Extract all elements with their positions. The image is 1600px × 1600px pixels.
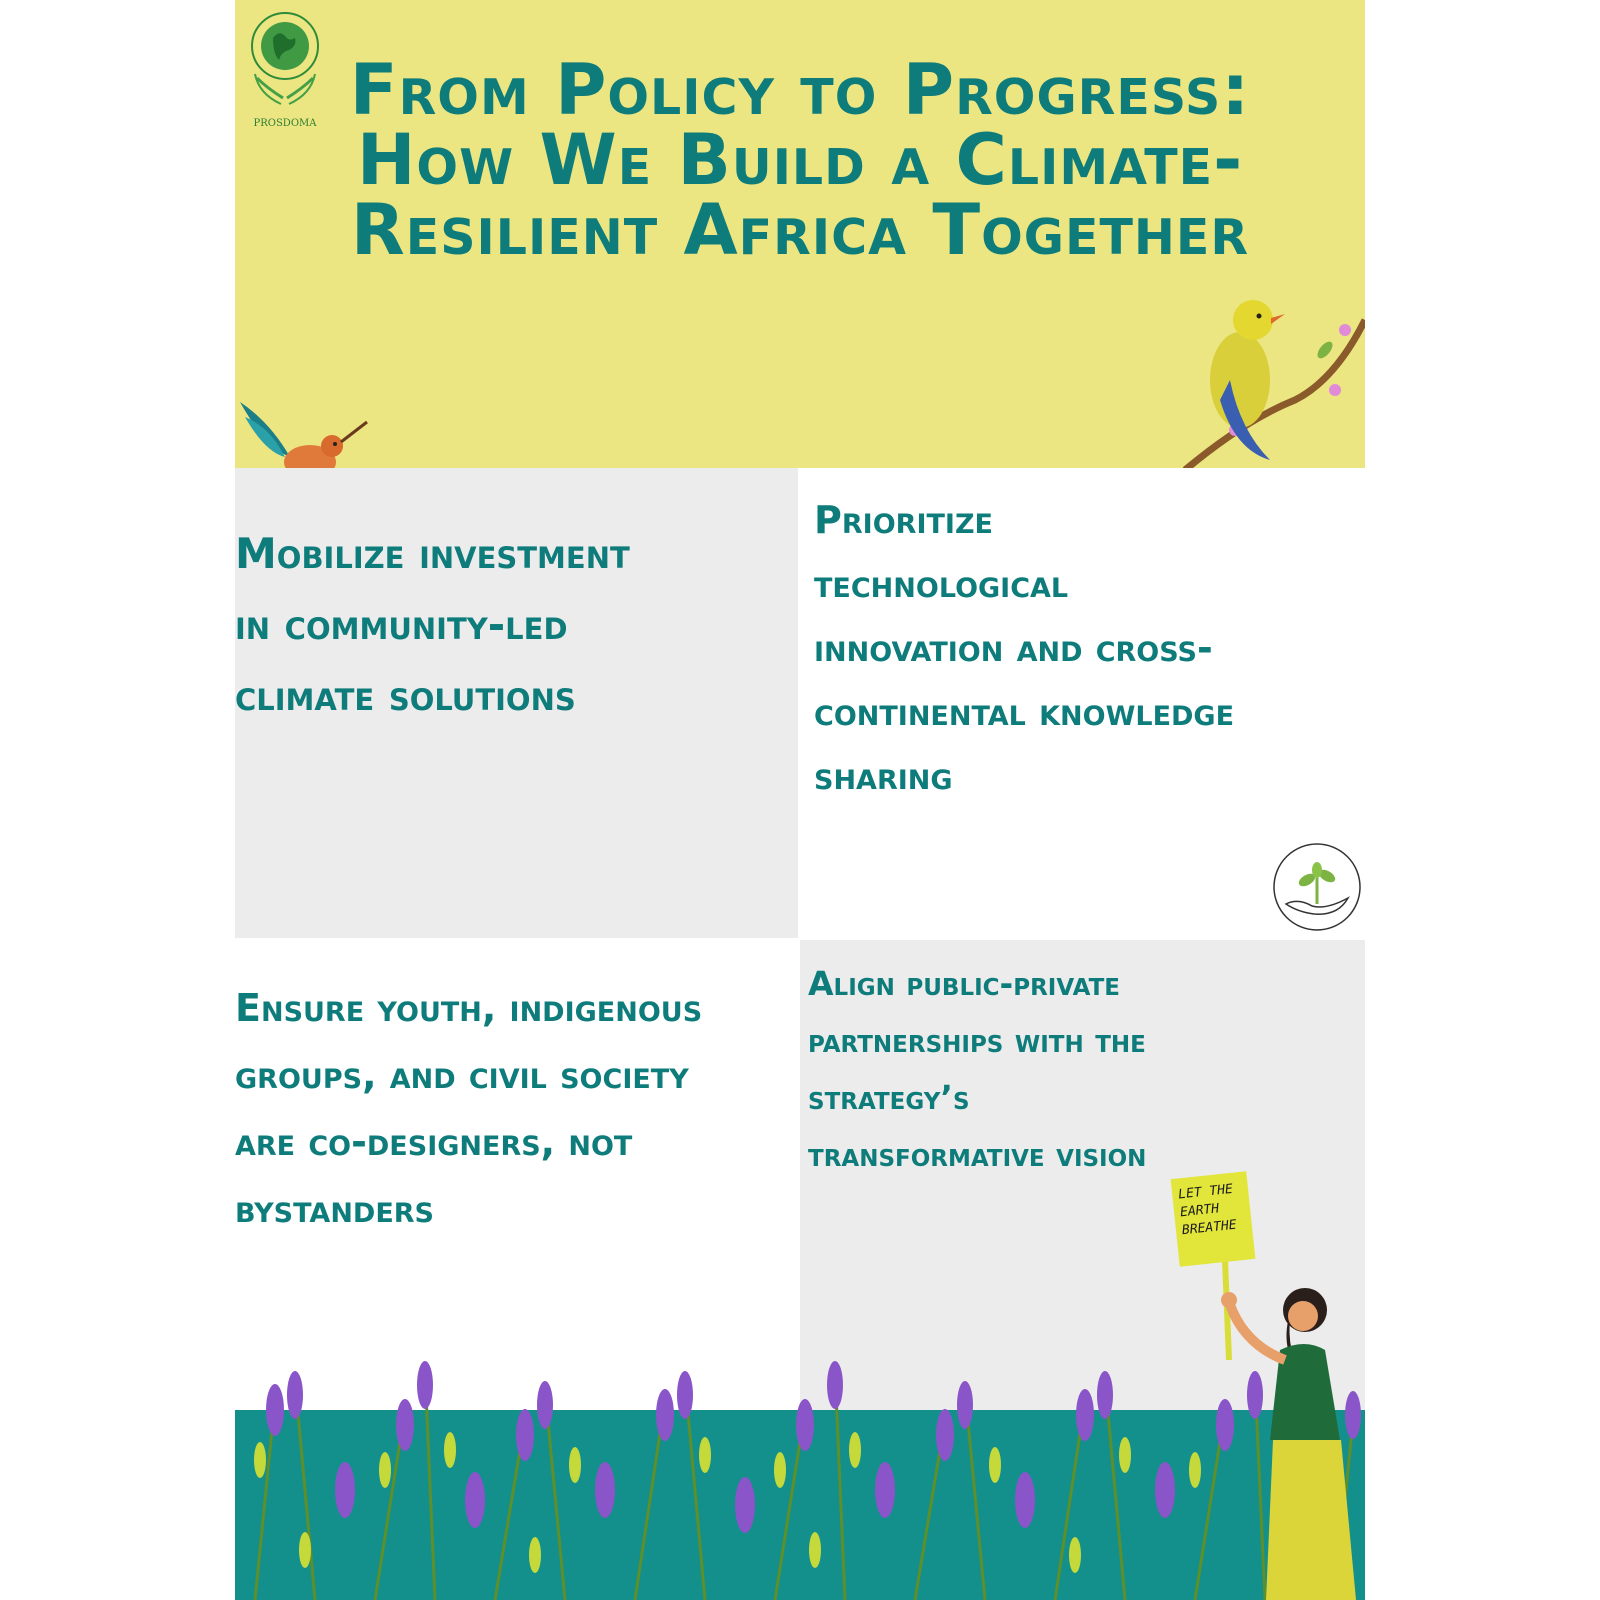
- panel-mobilize-body: obilize investment in community-led climate solutions: [235, 529, 630, 720]
- panel-align-body: lign public-private partnerships with the strategy’s transformative vision: [808, 964, 1147, 1174]
- panel-align-text: [808, 955, 1163, 1183]
- poster: [235, 0, 1365, 1600]
- panel-ensure-initial: E: [235, 986, 261, 1030]
- panel-ensure-text: [235, 975, 745, 1243]
- panel-prioritize-body: rioritize technological innovation and cross-continental knowledge sharing: [814, 498, 1235, 798]
- panel-ensure-body: nsure youth, indigenous groups, and civil society are co-designers, not bystanders: [235, 986, 703, 1231]
- panel-prioritize-initial: P: [814, 498, 842, 542]
- logo-text: PROSDOMA: [253, 118, 317, 129]
- page-title: From Policy to Progress: How We Build a Climate-Resilient Africa Together: [349, 49, 1251, 271]
- protest-sign: [1171, 1171, 1256, 1266]
- panel-mobilize-initial: M: [235, 529, 277, 578]
- header: [235, 0, 1365, 468]
- songbird-on-branch-icon: [1175, 290, 1365, 490]
- panel-mobilize: [235, 468, 798, 938]
- panel-prioritize-text: [814, 488, 1244, 808]
- protester-woman-icon: [1185, 1260, 1365, 1600]
- panel-align-initial: A: [808, 964, 834, 1003]
- sign-text: LET THE EARTH BREATHE: [1177, 1181, 1238, 1239]
- hand-seedling-icon: [1272, 842, 1362, 932]
- panel-mobilize-text: [235, 518, 665, 731]
